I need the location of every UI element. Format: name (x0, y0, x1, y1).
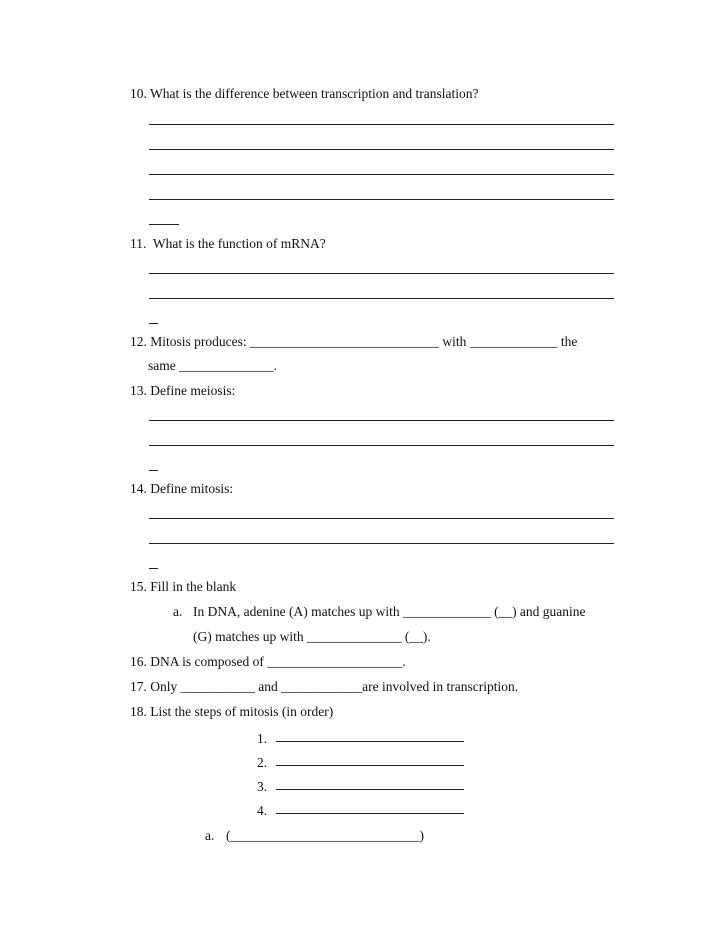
answer-line[interactable] (149, 224, 179, 225)
step-number: 2. (257, 755, 268, 770)
answer-line[interactable] (149, 149, 614, 150)
question-18: 18. List the steps of mitosis (in order) (130, 704, 334, 719)
answer-line[interactable] (149, 298, 614, 299)
question-15a: In DNA, adenine (A) matches up with _____________ (__) and guanine (193, 604, 586, 619)
step-answer-line[interactable] (276, 789, 464, 790)
answer-line[interactable] (149, 323, 158, 324)
answer-line[interactable] (149, 420, 614, 421)
question-10: 10. What is the difference between transcription and translation? (130, 86, 479, 101)
answer-line[interactable] (149, 568, 158, 569)
answer-line[interactable] (149, 445, 614, 446)
step-answer-line[interactable] (276, 741, 464, 742)
question-12-continued: same ______________. (148, 358, 277, 373)
step-number: 1. (257, 731, 268, 746)
question-11: 11. What is the function of mRNA? (130, 236, 326, 251)
answer-line[interactable] (149, 273, 614, 274)
step-answer-line[interactable] (276, 813, 464, 814)
question-15a-marker: a. (173, 604, 183, 619)
answer-line[interactable] (149, 518, 614, 519)
answer-line[interactable] (149, 199, 614, 200)
question-12: 12. Mitosis produces: ____________________________ with _____________ the (130, 334, 578, 349)
question-14: 14. Define mitosis: (130, 481, 234, 496)
final-item-blank[interactable]: (____________________________) (226, 828, 424, 843)
answer-line[interactable] (149, 470, 158, 471)
question-13: 13. Define meiosis: (130, 383, 236, 398)
step-answer-line[interactable] (276, 765, 464, 766)
step-number: 4. (257, 803, 268, 818)
answer-line[interactable] (149, 124, 614, 125)
question-17: 17. Only ___________ and ____________are involved in transcription. (130, 679, 519, 694)
answer-line[interactable] (149, 174, 614, 175)
answer-line[interactable] (149, 543, 614, 544)
question-16: 16. DNA is composed of ____________________. (130, 654, 406, 669)
question-15: 15. Fill in the blank (130, 579, 237, 594)
question-15a-continued: (G) matches up with ______________ (__). (193, 629, 431, 644)
final-item-marker: a. (205, 828, 215, 843)
step-number: 3. (257, 779, 268, 794)
